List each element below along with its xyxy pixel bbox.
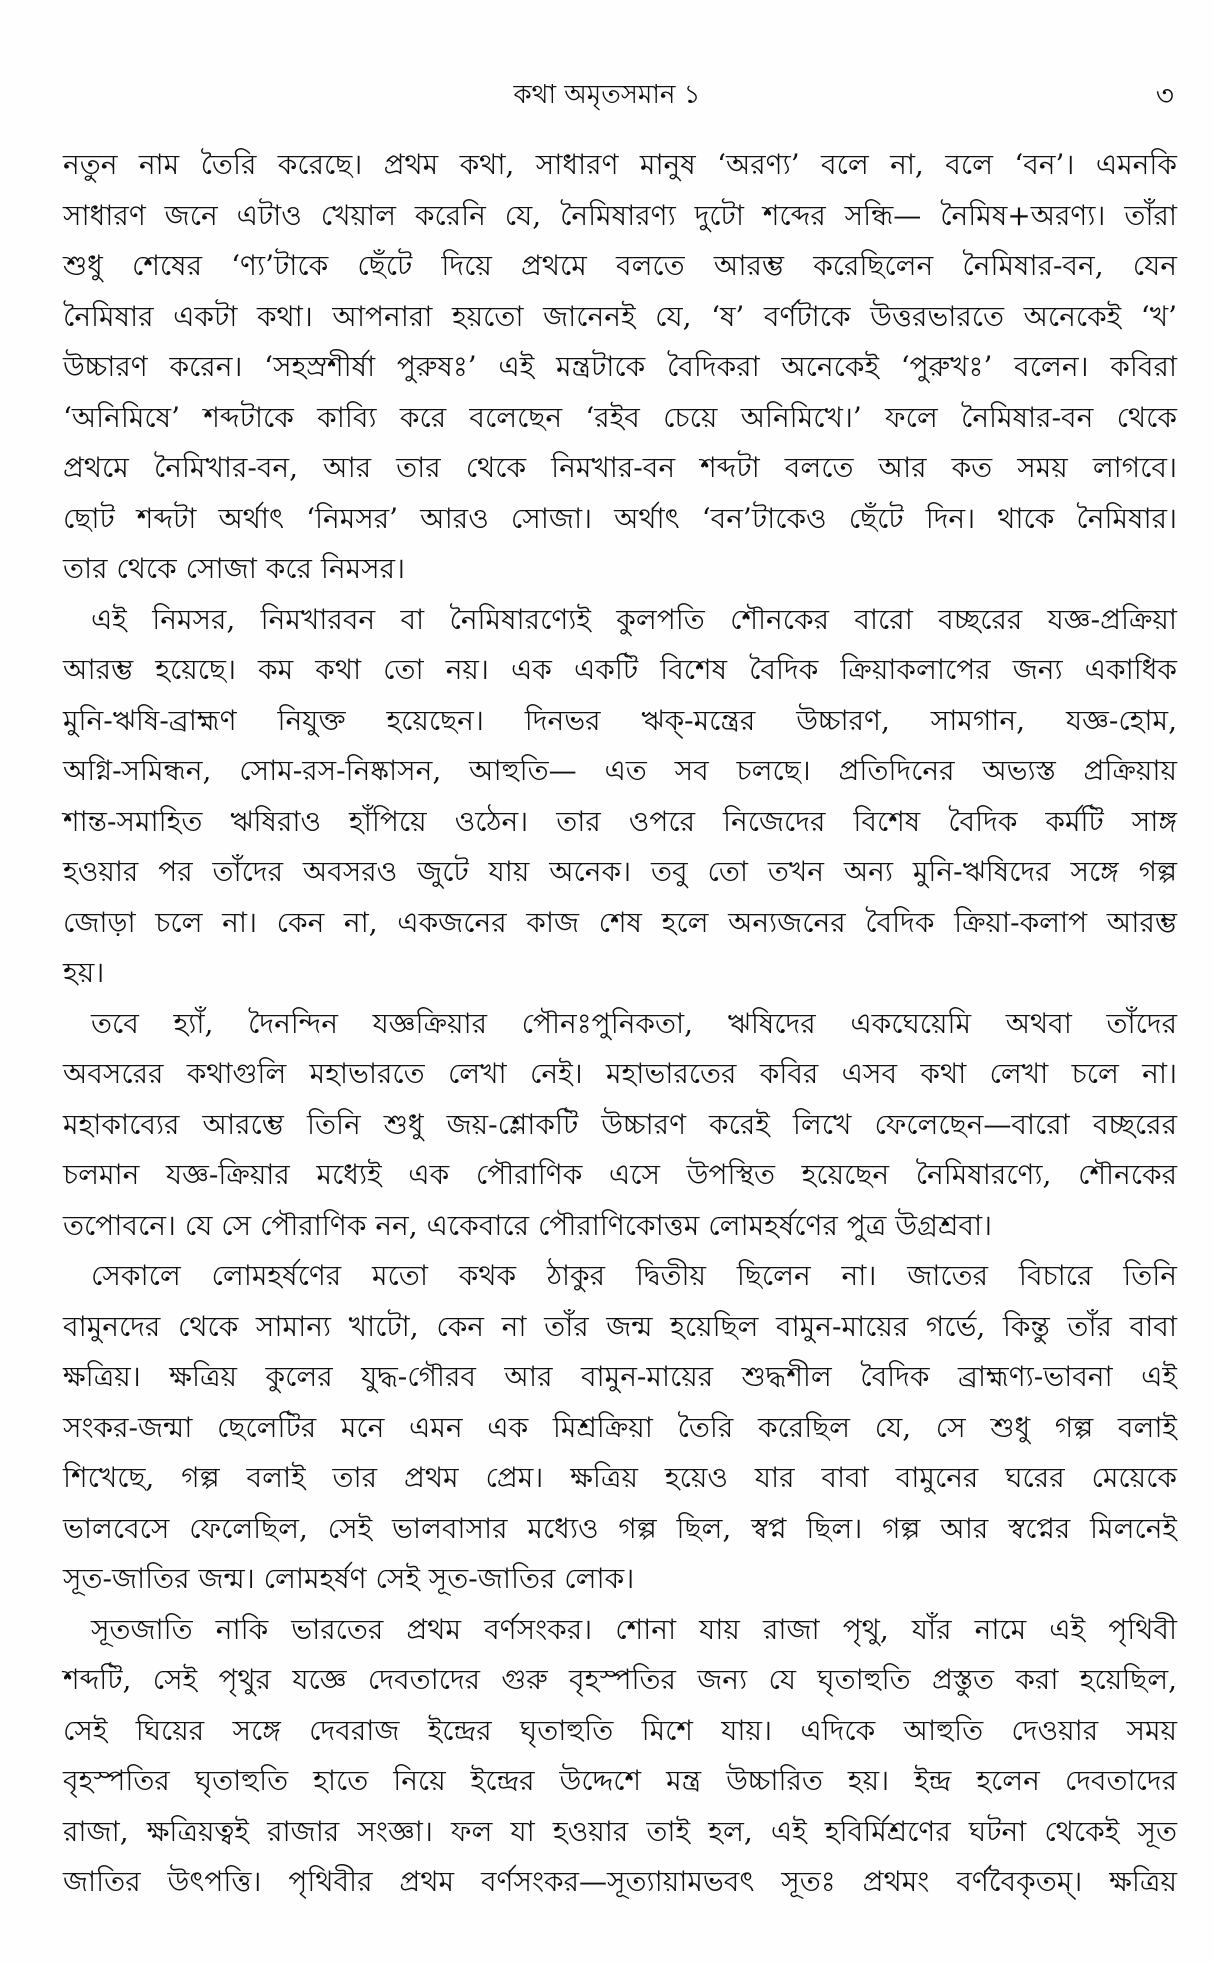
paragraph-start-line: এই নিমসর, নিমখারবন বা নৈমিষারণ্যেই কুলপতি শৌনকের বারো বচ্ছরের যজ্ঞ-প্রক্রিয়া: [91, 602, 1177, 636]
text-line: সূত-জাতির জন্ম। লোমহর্ষণ সেই সূত-জাতির লোক।: [63, 1562, 635, 1595]
paragraph-start-line: সূতজাতি নাকি ভারতের প্রথম বর্ণসংকর। শোনা যায় রাজা পৃথু, যাঁর নামে এই পৃথিবী: [91, 1612, 1177, 1646]
text-line: ভালবেসে ফেলেছিল, সেই ভালবাসার মধ্যেও গল্প ছিল, স্বপ্ন ছিল। গল্প আর স্বপ্নের মিলনেই: [63, 1511, 1177, 1545]
text-line: হওয়ার পর তাঁদের অবসরও জুটে যায় অনেক। তবু তো তখন অন্য মুনি-ঋষিদের সঙ্গে গল্প: [63, 855, 1177, 888]
text-line: নতুন নাম তৈরি করেছে। প্রথম কথা, সাধারণ মানুষ ‘অরণ্য’ বলে না, বলে ‘বন’। এমনকি: [63, 148, 1177, 181]
text-line: মহাকাব্যের আরম্ভে তিনি শুধু জয়-শ্লোকটি উচ্চারণ করেই লিখে ফেলেছেন—বারো বচ্ছরের: [63, 1107, 1177, 1141]
text-line: অগ্নি-সমিন্ধন, সোম-রস-নিষ্কাসন, আহুতি— এত সব চলছে। প্রতিদিনের অভ্যস্ত প্রক্রিয়ায়: [63, 754, 1177, 787]
text-line: জাতির উৎপত্তি। পৃথিবীর প্রথম বর্ণসংকর—সূত্যায়ামভবৎ সূতঃ প্রথমং বর্ণবৈকৃতম্। ক্ষত্রিয়: [63, 1865, 1177, 1898]
text-line: মুনি-ঋষি-ব্রাহ্মণ নিযুক্ত হয়েছেন। দিনভর ঋক্-মন্ত্রের উচ্চারণ, সামগান, যজ্ঞ-হোম,: [63, 703, 1177, 737]
text-line: রাজা, ক্ষত্রিয়ত্বই রাজার সংজ্ঞা। ফল যা হওয়ার তাই হল, এই হবির্মিশ্রণের ঘটনা থেকেই সূত: [63, 1814, 1177, 1848]
text-line: চলমান যজ্ঞ-ক্রিয়ার মধ্যেই এক পৌরাণিক এসে উপস্থিত হয়েছেন নৈমিষারণ্যে, শৌনকের: [63, 1158, 1177, 1191]
text-line: প্রথমে নৈমিখার-বন, আর তার থেকে নিমখার-বন শব্দটা বলতে আর কত সময় লাগবে।: [63, 451, 1177, 484]
text-line: সংকর-জন্মা ছেলেটির মনে এমন এক মিশ্রক্রিয়া তৈরি করেছিল যে, সে শুধু গল্প বলাই: [63, 1410, 1177, 1444]
text-line: শব্দটি, সেই পৃথুর যজ্ঞে দেবতাদের গুরু বৃহস্পতির জন্য যে ঘৃতাহুতি প্রস্তুত করা হয়েছিল,: [63, 1663, 1177, 1696]
text-line: উচ্চারণ করেন। ‘সহস্রশীর্ষা পুরুষঃ’ এই মন্ত্রটাকে বৈদিকরা অনেকেই ‘পুরুখঃ’ বলেন। কবিরা: [63, 350, 1177, 383]
text-line: ‘অনিমিষে’ শব্দটাকে কাব্যি করে বলেছেন ‘রইব চেয়ে অনিমিখে।’ ফলে নৈমিষার-বন থেকে: [63, 400, 1177, 434]
text-line: বৃহস্পতির ঘৃতাহুতি হাতে নিয়ে ইন্দ্রের উদ্দেশে মন্ত্র উচ্চারিত হয়। ইন্দ্র হলেন দেবতাদের: [63, 1764, 1177, 1797]
text-line: ছোট শব্দটা অর্থাৎ ‘নিমসর’ আরও সোজা। অর্থাৎ ‘বন’টাকেও ছেঁটে দিন। থাকে নৈমিষার।: [63, 501, 1177, 535]
text-line: জোড়া চলে না। কেন না, একজনের কাজ শেষ হলে অন্যজনের বৈদিক ক্রিয়া-কলাপ আরম্ভ: [63, 905, 1177, 939]
text-line: ক্ষত্রিয়। ক্ষত্রিয় কুলের যুদ্ধ-গৌরব আর বামুন-মায়ের শুদ্ধশীল বৈদিক ব্রাহ্মণ্য-ভাবনা এই: [63, 1360, 1177, 1393]
page-number: ৩: [1155, 79, 1174, 112]
text-line: নৈমিষার একটা কথা। আপনারা হয়তো জানেনই যে, ‘ষ’ বর্ণটাকে উত্তরভারতে অনেকেই ‘খ’: [63, 299, 1177, 333]
text-line: তার থেকে সোজা করে নিমসর।: [63, 552, 406, 585]
text-line: হয়।: [63, 956, 105, 989]
text-line: সেই ঘিয়ের সঙ্গে দেবরাজ ইন্দ্রের ঘৃতাহুতি মিশে যায়। এদিকে আহুতি দেওয়ার সময়: [63, 1713, 1177, 1747]
text-line: অবসরের কথাগুলি মহাভারতে লেখা নেই। মহাভারতের কবির এসব কথা লেখা চলে না।: [63, 1057, 1177, 1090]
paragraph-start-line: তবে হ্যাঁ, দৈনন্দিন যজ্ঞক্রিয়ার পৌনঃপুনিকতা, ঋষিদের একঘেয়েমি অথবা তাঁদের: [91, 1006, 1177, 1040]
text-line: শান্ত-সমাহিত ঋষিরাও হাঁপিয়ে ওঠেন। তার ওপরে নিজেদের বিশেষ বৈদিক কর্মটি সাঙ্গ: [63, 804, 1177, 838]
text-line: সাধারণ জনে এটাও খেয়াল করেনি যে, নৈমিষারণ্য দুটো শব্দের সন্ধি— নৈমিষ+অরণ্য। তাঁরা: [63, 198, 1177, 232]
running-title: কথা অমৃতসমান ১: [513, 80, 701, 110]
text-line: শিখেছে, গল্প বলাই তার প্রথম প্রেম। ক্ষত্রিয় হয়েও যার বাবা বামুনের ঘরের মেয়েকে: [63, 1461, 1177, 1494]
page-header: [0, 74, 1214, 114]
body-text: [63, 140, 1177, 1908]
paragraph-start-line: সেকালে লোমহর্ষণের মতো কথক ঠাকুর দ্বিতীয় ছিলেন না। জাতের বিচারে তিনি: [91, 1259, 1177, 1292]
text-line: শুধু শেষের ‘ণ্য’টাকে ছেঁটে দিয়ে প্রথমে বলতে আরম্ভ করেছিলেন নৈমিষার-বন, যেন: [63, 249, 1177, 282]
text-line: বামুনদের থেকে সামান্য খাটো, কেন না তাঁর জন্ম হয়েছিল বামুন-মায়ের গর্ভে, কিন্তু তাঁর বাবা: [63, 1309, 1177, 1343]
text-line: আরম্ভ হয়েছে। কম কথা তো নয়। এক একটি বিশেষ বৈদিক ক্রিয়াকলাপের জন্য একাধিক: [63, 653, 1177, 686]
text-line: তপোবনে। যে সে পৌরাণিক নন, একেবারে পৌরাণিকোত্তম লোমহর্ষণের পুত্র উগ্রশ্রবা।: [63, 1208, 993, 1242]
